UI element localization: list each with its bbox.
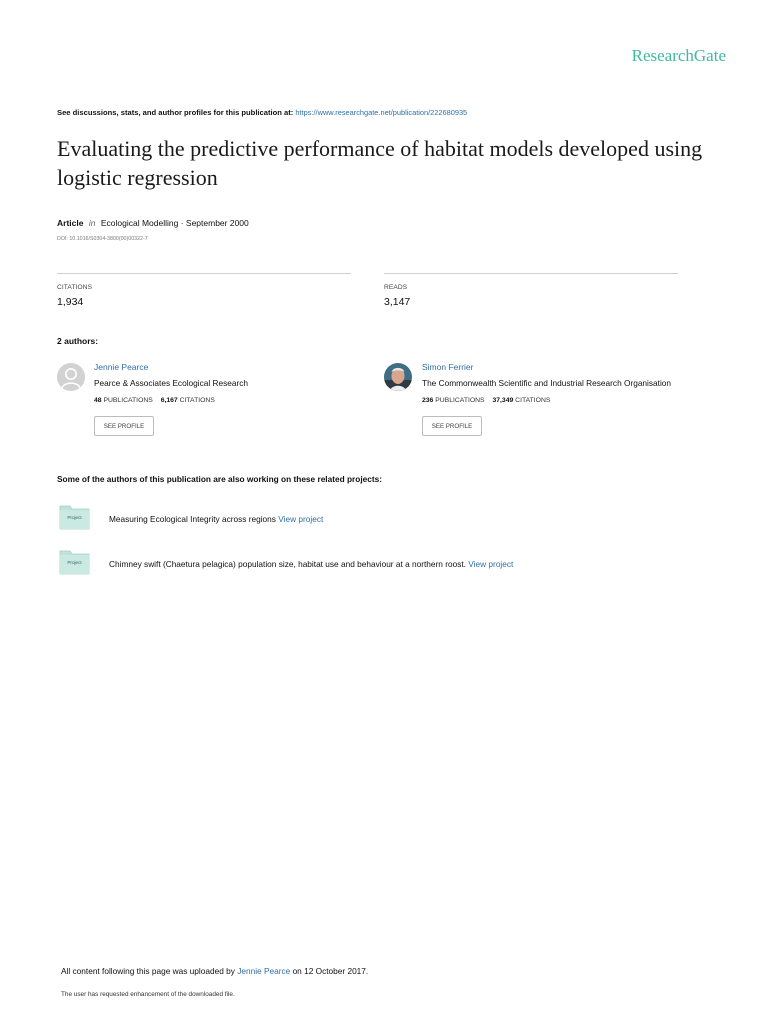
author-citations-count: 37,349 (492, 397, 514, 404)
project-item (109, 559, 513, 569)
view-project-link[interactable]: View project (278, 514, 324, 524)
see-profile-button[interactable]: SEE PROFILE (94, 416, 154, 436)
see-profile-button[interactable]: SEE PROFILE (422, 416, 482, 436)
citations-count: 1,934 (57, 296, 84, 308)
publications-count: 48 (94, 397, 102, 404)
project-icon-label: Project (67, 560, 82, 565)
upload-note (61, 966, 368, 976)
publication-meta (57, 218, 249, 228)
reads-label: READS (384, 284, 408, 291)
view-project-link[interactable]: View project (468, 559, 514, 569)
upload-prefix: All content following this page was uploaded by (61, 966, 235, 976)
reads-count: 3,147 (384, 296, 411, 308)
uploader-link[interactable]: Jennie Pearce (237, 966, 291, 976)
author-citations-count: 6,167 (160, 397, 178, 404)
citations-label: CITATIONS (57, 284, 93, 291)
publication-title: Evaluating the predictive performance of habitat models developed using logistic regression (57, 136, 703, 190)
publications-label: PUBLICATIONS (435, 397, 485, 404)
publication-date: · September 2000 (180, 218, 249, 228)
author-citations-label: CITATIONS (179, 397, 215, 404)
project-title: Measuring Ecological Integrity across regions (109, 514, 276, 524)
authors-heading: 2 authors: (57, 336, 99, 346)
author-affiliation: Pearce & Associates Ecological Research (94, 378, 249, 388)
default-user-icon (57, 363, 85, 391)
publication-source-line (57, 108, 467, 117)
author-name-link[interactable]: Jennie Pearce (94, 362, 149, 372)
project-title: Chimney swift (Chaetura pelagica) population size, habitat use and behaviour at a northern roost. (109, 559, 466, 569)
author-citations-label: CITATIONS (515, 397, 551, 404)
avatar-jennie-pearce[interactable] (57, 363, 85, 391)
project-folder-icon (59, 548, 90, 580)
publications-count: 236 (422, 397, 434, 404)
publications-label: PUBLICATIONS (103, 397, 153, 404)
researchgate-logo[interactable]: ResearchGate (631, 46, 726, 65)
enhancement-request-note: The user has requested enhancement of the downloaded file. (61, 991, 235, 998)
citations-divider (57, 273, 351, 274)
author-affiliation: The Commonwealth Scientific and Industrial Research Organisation (422, 378, 672, 388)
doi-text: DOI: 10.1016/S0304-3800(00)00322-7 (57, 236, 148, 242)
see-discussions-label: See discussions, stats, and author profiles for this publication at: (57, 108, 294, 117)
reads-divider (384, 273, 678, 274)
project-folder-icon (59, 503, 90, 535)
upload-suffix: on 12 October 2017. (292, 966, 369, 976)
project-item (109, 514, 323, 524)
publication-url-link[interactable]: https://www.researchgate.net/publication/222680935 (295, 108, 468, 117)
in-word: in (88, 218, 96, 228)
author-name-link[interactable]: Simon Ferrier (422, 362, 474, 372)
author-stats (422, 397, 550, 404)
author-stats (94, 397, 215, 404)
project-icon-label: Project (67, 515, 82, 520)
article-type: Article (57, 218, 84, 228)
journal-name: Ecological Modelling (100, 218, 179, 228)
related-projects-heading: Some of the authors of this publication are also working on these related projects: (57, 474, 383, 484)
avatar-simon-ferrier[interactable] (384, 363, 412, 391)
author-photo-icon (384, 363, 412, 391)
